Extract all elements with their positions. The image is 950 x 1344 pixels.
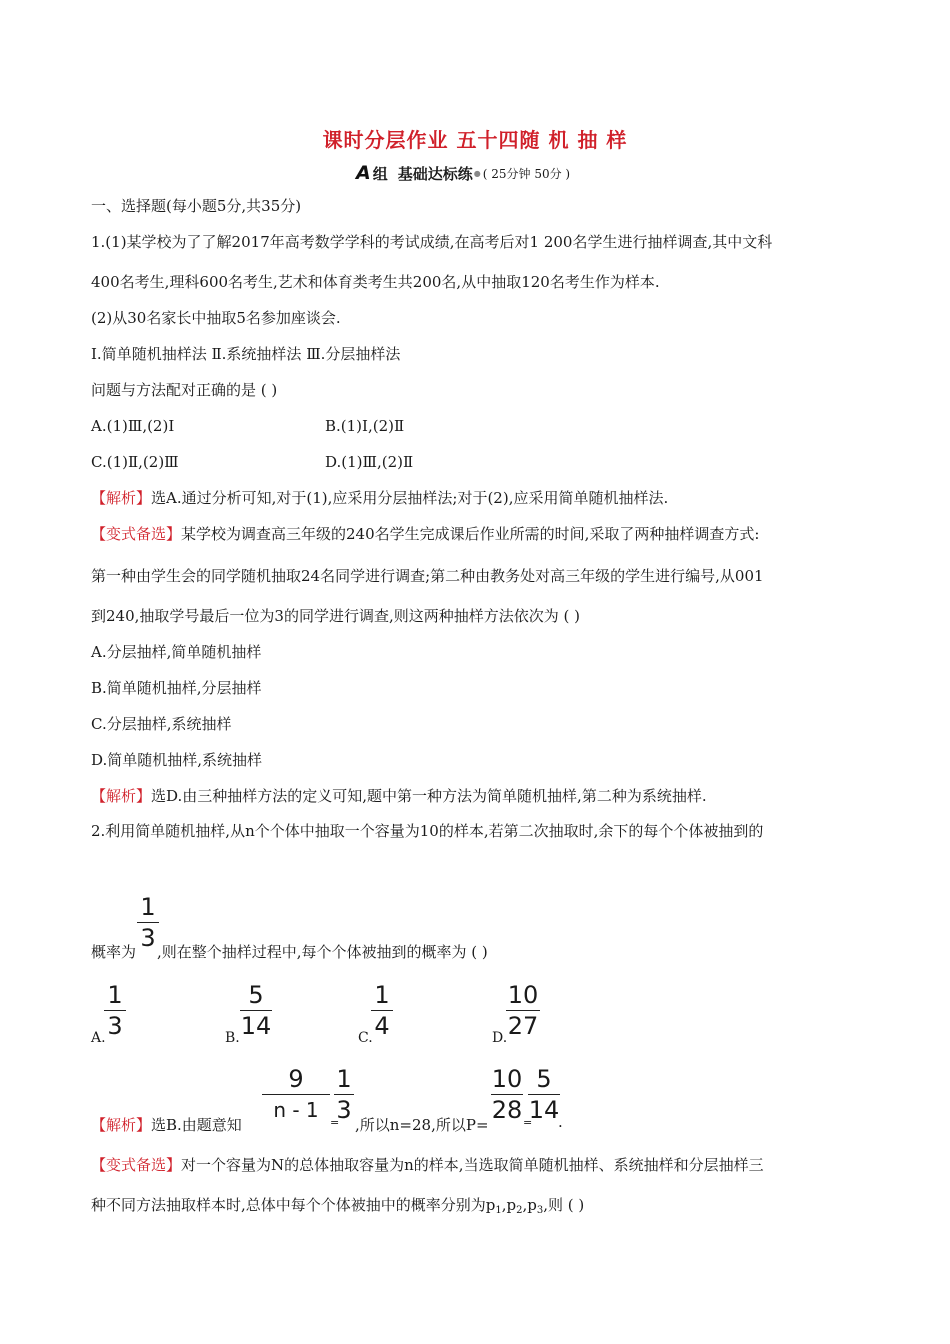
v1-line2: 第一种由学生会的同学随机抽取24名同学进行调查;第二种由教务处对高三年级的学生进行编号,从001	[91, 567, 764, 585]
fraction-bar	[104, 1010, 126, 1011]
q2-prob-suffix: ,则在整个抽样过程中,每个个体被抽到的概率为 ( )	[157, 943, 488, 961]
fraction-bar	[240, 1010, 272, 1011]
fraction-denominator: 14	[528, 1096, 560, 1124]
v2-sep: ,p	[522, 1196, 537, 1214]
v1-option-a: A.分层抽样,简单随机抽样	[91, 643, 262, 661]
v2-line2-text: 种不同方法抽取样本时,总体中每个个体被抽中的概率分别为p	[91, 1196, 496, 1214]
subscript: 3	[536, 1205, 544, 1216]
v1-line1	[91, 524, 759, 544]
fraction-denominator: n - 1	[273, 1098, 319, 1122]
q1-analysis	[91, 488, 668, 508]
fraction-bar	[137, 922, 159, 923]
fraction-bar	[491, 1094, 523, 1095]
eq-equals: =	[330, 1116, 340, 1129]
q2-line1: 2.利用简单随机抽样,从n个个体中抽取一个容量为10的样本,若第二次抽取时,余下的每个个体被抽到的	[91, 822, 764, 840]
analysis-tag: 【解析】	[91, 787, 152, 805]
analysis-text: 选A.通过分析可知,对于(1),应采用分层抽样法;对于(2),应采用简单随机抽样法.	[151, 489, 669, 507]
fraction-numerator: 1	[107, 981, 123, 1009]
fraction-bar	[528, 1094, 560, 1095]
group-name: 组	[372, 164, 388, 183]
q1-line3: (2)从30名家长中抽取5名参加座谈会.	[91, 309, 341, 327]
p-result-fraction	[528, 1066, 560, 1123]
p-equals: =	[523, 1116, 533, 1129]
group-title: 基础达标练	[397, 164, 473, 183]
q2-analysis-mid: ,所以n=28,所以P=	[355, 1116, 489, 1134]
fraction-numerator: 5	[248, 981, 264, 1009]
fraction-denominator: 3	[107, 1012, 123, 1040]
page-title: 课时分层作业 五十四随 机 抽 样	[322, 128, 628, 152]
q1-line2: 400名考生,理科600名考生,艺术和体育类考生共200名,从中抽取120名考生作为样本.	[91, 273, 660, 291]
variant-tag: 【变式备选】	[91, 1156, 182, 1174]
q1-option-d: D.(1)Ⅲ,(2)Ⅱ	[325, 453, 414, 471]
group-time: ( 25分钟 50分 )	[482, 166, 571, 181]
variant-text: 对一个容量为N的总体抽取容量为n的样本,当选取简单随机抽样、系统抽样和分层抽样三	[181, 1156, 764, 1174]
fraction-bar	[262, 1094, 330, 1095]
analysis-tag: 【解析】	[91, 1116, 152, 1134]
fraction-numerator: 10	[491, 1065, 523, 1093]
analysis-text: 选B.由题意知	[151, 1116, 242, 1134]
q2-option-c-label: C.	[358, 1030, 373, 1046]
v2-line2	[91, 1195, 584, 1221]
q2-option-c-fraction	[371, 982, 393, 1039]
fraction-denominator: 14	[240, 1012, 272, 1040]
v1-option-b: B.简单随机抽样,分层抽样	[91, 679, 262, 697]
q1-option-c: C.(1)Ⅱ,(2)Ⅲ	[91, 453, 179, 471]
subscript: 1	[495, 1205, 502, 1216]
q2-option-d-fraction	[506, 982, 540, 1039]
fraction-numerator: 1	[374, 981, 390, 1009]
v2-sep: ,p	[501, 1196, 517, 1214]
fraction-numerator: 1	[140, 893, 156, 921]
q1-option-b: B.(1)Ⅰ,(2)Ⅱ	[325, 417, 405, 435]
analysis-tag: 【解析】	[91, 489, 152, 507]
fraction-numerator: 9	[288, 1065, 304, 1093]
subscript: 2	[516, 1205, 523, 1216]
v1-analysis	[91, 786, 707, 806]
p-period: .	[558, 1113, 563, 1131]
group-badge: A	[356, 162, 371, 184]
fraction-denominator: 27	[507, 1012, 539, 1040]
v1-option-d: D.简单随机抽样,系统抽样	[91, 751, 263, 769]
group-header	[356, 162, 570, 184]
fraction-bar	[371, 1010, 393, 1011]
fraction-numerator: 5	[536, 1065, 552, 1093]
q1-line1: 1.(1)某学校为了了解2017年高考数学学科的考试成绩,在高考后对1 200名学生进行抽样调查,其中文科	[91, 233, 773, 251]
section-heading: 一、选择题(每小题5分,共35分)	[91, 197, 302, 215]
fraction-numerator: 10	[507, 981, 539, 1009]
variant-tag: 【变式备选】	[91, 525, 182, 543]
q2-option-d-label: D.	[492, 1030, 508, 1046]
eq-right-fraction	[334, 1066, 354, 1123]
q2-prob-prefix: 概率为	[91, 943, 137, 961]
q1-option-a: A.(1)Ⅲ,(2)Ⅰ	[91, 417, 175, 435]
q2-option-b-label: B.	[225, 1030, 240, 1046]
v1-option-c: C.分层抽样,系统抽样	[91, 715, 232, 733]
analysis-text: 选D.由三种抽样方法的定义可知,题中第一种方法为简单随机抽样,第二种为系统抽样.	[151, 787, 707, 805]
q2-option-b-fraction	[240, 982, 272, 1039]
eq-left-fraction	[262, 1066, 330, 1123]
q2-option-a-fraction	[104, 982, 126, 1039]
v2-line2-end: ,则 ( )	[543, 1196, 585, 1214]
fraction-denominator: 4	[374, 1012, 390, 1040]
q2-prob-fraction	[137, 894, 159, 951]
v2-line1	[91, 1155, 764, 1175]
fraction-denominator: 28	[491, 1096, 523, 1124]
q1-methods: Ⅰ.简单随机抽样法 Ⅱ.系统抽样法 Ⅲ.分层抽样法	[91, 345, 401, 363]
dot-icon: ●	[473, 168, 481, 178]
q2-analysis-prefix	[91, 1115, 242, 1135]
variant-text: 某学校为调查高三年级的240名学生完成课后作业所需的时间,采取了两种抽样调查方式:	[181, 525, 760, 543]
fraction-bar	[506, 1010, 540, 1011]
fraction-denominator: 3	[140, 924, 156, 952]
fraction-bar	[334, 1094, 354, 1095]
q1-question: 问题与方法配对正确的是 ( )	[91, 381, 278, 399]
v1-line3: 到240,抽取学号最后一位为3的同学进行调查,则这两种抽样方法依次为 ( )	[91, 607, 580, 625]
fraction-numerator: 1	[336, 1065, 352, 1093]
fraction-denominator: 3	[336, 1096, 352, 1124]
q2-option-a-label: A.	[91, 1030, 106, 1046]
p-fraction	[491, 1066, 523, 1123]
